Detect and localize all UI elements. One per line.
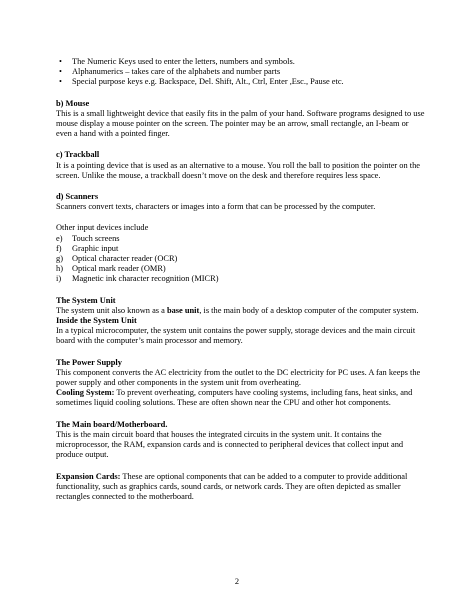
inside-system-unit-heading: Inside the System Unit: [56, 316, 137, 326]
mouse-heading: b) Mouse: [56, 98, 90, 108]
list-item: [56, 77, 426, 87]
inside-system-unit-paragraph: In a typical microcomputer, the system unit contains the power supply, storage devices and the main circuit board with the computer’s main processor and memory.: [56, 326, 416, 346]
motherboard-paragraph: This is the main circuit board that houses the integrated circuits in the system unit. It contains the microprocessor, the RAM, expansion cards and is connected to peripheral devices that collect input and produce output.: [56, 429, 404, 460]
cooling-system-label: Cooling System:: [56, 388, 115, 398]
page-content: [56, 57, 426, 502]
list-item: [56, 244, 426, 254]
scanners-heading: d) Scanners: [56, 192, 99, 202]
expansion-cards-label: Expansion Cards:: [56, 471, 121, 481]
list-item-text: Optical mark reader (OMR): [72, 264, 166, 274]
list-marker: f): [56, 243, 62, 253]
list-item: [56, 234, 426, 244]
bullet-icon: •: [59, 77, 62, 87]
system-unit-heading: The System Unit: [56, 295, 116, 305]
mouse-paragraph: This is a small lightweight device that easily fits in the palm of your hand. Software programs designed to use mouse display a mouse pointer on the screen. The pointer may be an arrow, small rectangle, an I-beam or even a hand with a pointed finger.: [56, 108, 425, 139]
list-item-text: Touch screens: [72, 233, 120, 243]
system-unit-paragraph: [56, 306, 426, 316]
cooling-system-text: To prevent overheating, computers have cooling systems, including fans, heat sinks, and sometimes liquid cooling solutions. These are often shown near the CPU and other hot components.: [56, 388, 413, 408]
trackball-heading: c) Trackball: [56, 150, 100, 160]
scanners-paragraph: Scanners convert texts, characters or images into a form that can be processed by the computer.: [56, 202, 376, 212]
list-marker: e): [56, 233, 63, 243]
base-unit-term: base unit: [166, 305, 200, 315]
motherboard-heading: The Main board/Motherboard.: [56, 419, 168, 429]
expansion-cards-text: These are optional components that can be added to a computer to provide additional functionality, such as graphics cards, sound cards, or network cards. They are often depicted as smaller rectangles connected to the motherboard.: [56, 471, 408, 501]
trackball-paragraph: It is a pointing device that is used as an alternative to a mouse. You roll the ball to position the pointer on the screen. Unlike the mouse, a trackball doesn’t move on the desk and therefore requires less space.: [56, 160, 421, 180]
list-item-text: Optical character reader (OCR): [72, 254, 178, 264]
other-devices-intro: Other input devices include: [56, 223, 149, 233]
list-item-text: Alphanumerics – takes care of the alphabets and number parts: [72, 67, 281, 77]
system-unit-text-end: , is the main body of a desktop computer of the computer system.: [199, 305, 419, 315]
list-marker: g): [56, 254, 63, 264]
list-item-text: The Numeric Keys used to enter the letters, numbers and symbols.: [72, 57, 295, 66]
power-supply-heading: The Power Supply: [56, 357, 122, 367]
page-number: 2: [234, 577, 240, 586]
system-unit-text-start: The system unit also known as a: [56, 305, 167, 315]
list-item-text: Graphic input: [72, 243, 119, 253]
keyboard-key-list: [56, 57, 426, 88]
power-supply-paragraph: This component converts the AC electricity from the outlet to the DC electricity for PC uses. A fan keeps the power supply and other components in the system unit from overheating.: [56, 367, 421, 388]
list-item: [56, 67, 426, 77]
list-marker: h): [56, 264, 63, 274]
list-item: [56, 274, 426, 284]
list-marker: i): [56, 274, 62, 284]
list-item-text: Special purpose keys e.g. Backspace, Del. Shift, Alt., Ctrl, Enter ,Esc., Pause etc.: [72, 77, 344, 87]
list-item: [56, 254, 426, 264]
list-item: [56, 57, 426, 67]
expansion-cards-paragraph: [56, 472, 426, 503]
list-item: [56, 264, 426, 274]
list-item-text: Magnetic ink character recognition (MICR): [72, 274, 219, 284]
cooling-system-paragraph: [56, 388, 426, 408]
other-devices-list: [56, 234, 426, 285]
bullet-icon: •: [59, 57, 62, 66]
bullet-icon: •: [59, 67, 62, 77]
